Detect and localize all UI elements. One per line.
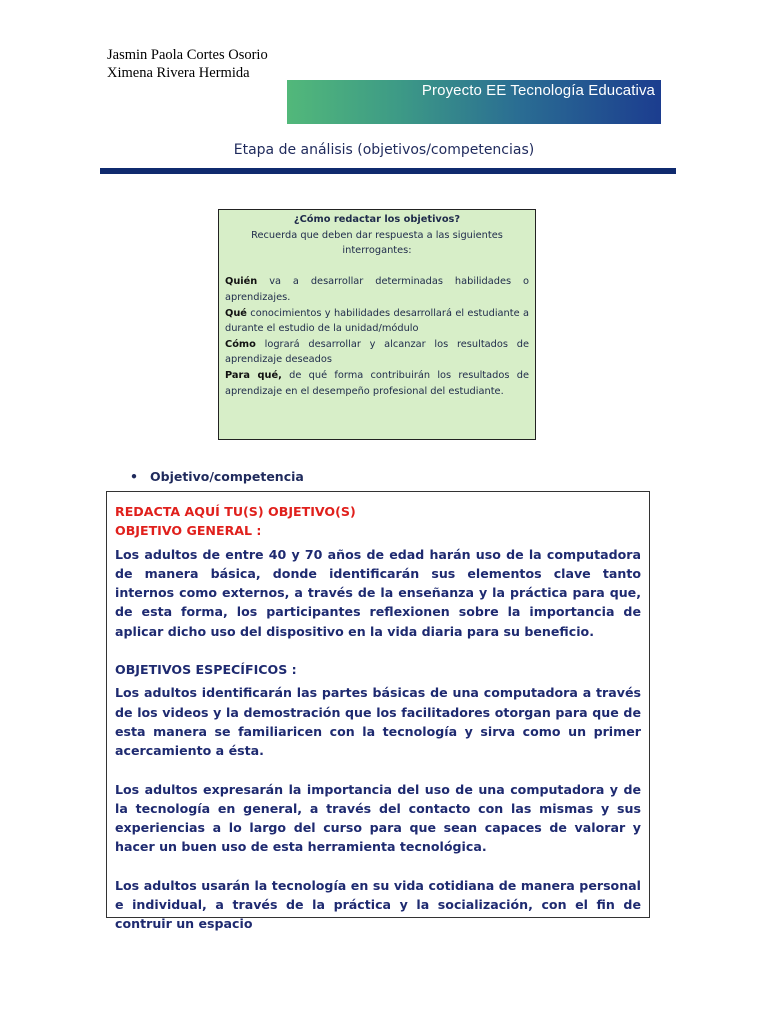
guide-text: de qué forma contribuirán los resultados de aprendizaje en el desempeño profesional del estudiante. bbox=[225, 369, 529, 397]
author-name: Jasmin Paola Cortes Osorio bbox=[107, 47, 268, 63]
guide-term: Para qué, bbox=[225, 369, 282, 381]
title-divider bbox=[100, 168, 676, 174]
objective-bullet bbox=[130, 469, 304, 484]
guide-item-como bbox=[225, 337, 529, 368]
guide-text: va a desarrollar determinadas habilidades o aprendizajes. bbox=[225, 276, 529, 303]
specific-objective-text: Los adultos expresarán la importancia del uso de una computadora y de la tecnología en general, a través del contacto con las mismas y sus experiencias a lo largo del curso para que sean capaces de valorar y hacer un buen uso de esta herramienta tecnológica. bbox=[115, 781, 641, 855]
specific-objective-text: Los adultos usarán la tecnología en su vida cotidiana de manera personal e individual, a través de la práctica y la socialización, con el fin de contruir un espacio bbox=[115, 877, 641, 932]
banner-title: Proyecto EE Tecnología Educativa bbox=[421, 82, 655, 99]
authors-block bbox=[107, 46, 268, 82]
guide-text: logrará desarrollar y alcanzar los resultados de aprendizaje deseados bbox=[225, 338, 529, 366]
guide-term: Quién bbox=[225, 276, 258, 288]
stage-title: Etapa de análisis (objetivos/competencias) bbox=[233, 142, 535, 158]
paragraph-gap bbox=[115, 641, 641, 660]
specific-objectives-heading: OBJETIVOS ESPECÍFICOS : bbox=[115, 662, 297, 678]
project-banner bbox=[287, 80, 661, 124]
paragraph-gap bbox=[115, 761, 641, 780]
guide-item-quien bbox=[225, 274, 529, 305]
guide-item-que bbox=[225, 306, 529, 337]
general-objective-text: Los adultos de entre 40 y 70 años de edad harán uso de la computadora de manera básica, donde identificarán sus elementos clave tanto internos como externos, a través de la enseñanza y la práctica para que, de esta forma, los participantes reflexionen sobre la importancia de aplicar dicho uso del dispositivo en la vida diaria para su beneficio. bbox=[115, 546, 641, 639]
guide-intro: Recuerda que deben dar respuesta a las siguientes interrogantes: bbox=[251, 229, 503, 257]
objectives-guide-box bbox=[218, 209, 536, 440]
paragraph-gap bbox=[115, 857, 641, 876]
guide-term: Qué bbox=[225, 307, 247, 319]
guide-question: ¿Cómo redactar los objetivos? bbox=[293, 214, 461, 225]
bullet-dot-icon: • bbox=[130, 469, 138, 484]
objectives-text-box[interactable] bbox=[106, 491, 650, 932]
guide-spacer bbox=[225, 259, 529, 275]
specific-objective-text: Los adultos identificarán las partes básicas de una computadora a través de los videos y la demostración que los facilitadores otorgan para que de esta manera se familiaricen con la tecnología y sirva como un primer acercamiento a ésta. bbox=[115, 685, 641, 759]
bullet-label: Objetivo/competencia bbox=[150, 469, 304, 484]
guide-text: conocimientos y habilidades desarrollará el estudiante a durante el estudio de la unidad/módulo bbox=[225, 307, 529, 335]
general-objective-heading: OBJETIVO GENERAL : bbox=[115, 523, 262, 539]
guide-item-para-que bbox=[225, 368, 529, 399]
author-name: Ximena Rivera Hermida bbox=[107, 65, 250, 81]
guide-term: Cómo bbox=[225, 338, 256, 350]
objectives-prompt: REDACTA AQUÍ TU(S) OBJETIVO(S) bbox=[115, 504, 356, 519]
